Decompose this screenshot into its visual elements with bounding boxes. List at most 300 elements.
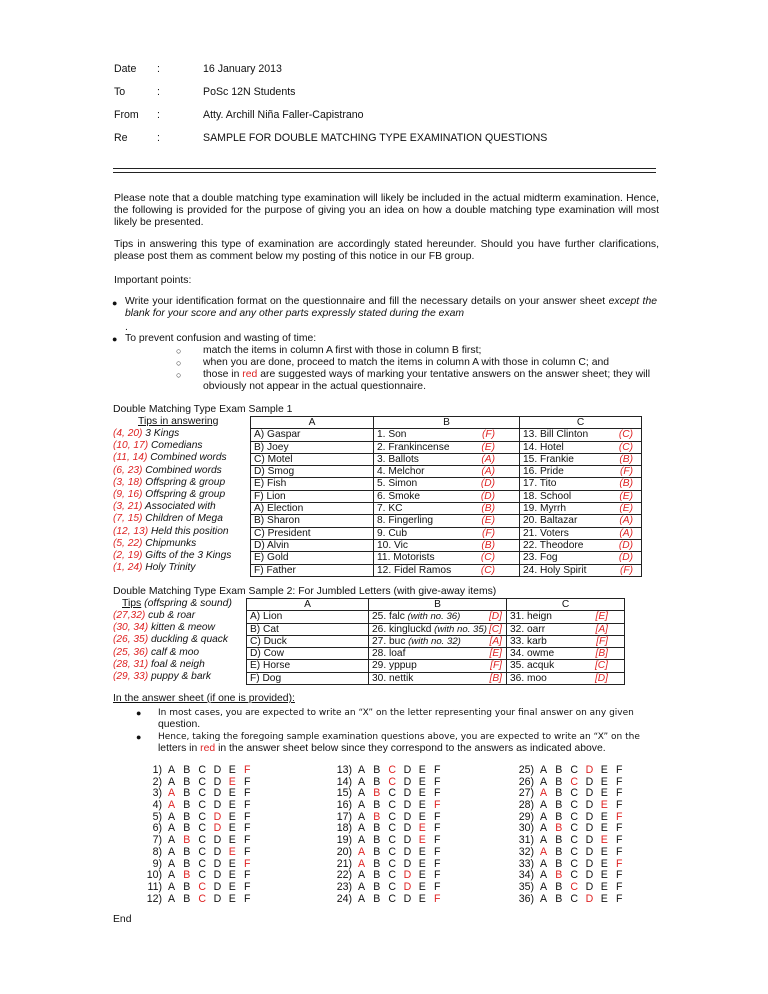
choice-c[interactable]: C (198, 892, 207, 905)
choice-a[interactable]: A (540, 775, 548, 788)
choice-d[interactable]: D (403, 775, 412, 788)
cell-column-b (369, 648, 507, 660)
choice-e[interactable]: E (418, 787, 426, 800)
choice-a[interactable]: A (540, 822, 548, 835)
choice-e[interactable]: E (418, 869, 426, 882)
choice-a[interactable]: A (168, 799, 176, 812)
cell-column-b (369, 635, 507, 647)
choice-b[interactable]: B (373, 810, 381, 823)
choice-e[interactable]: E (228, 799, 236, 812)
cell-column-c (520, 515, 642, 527)
choice-b[interactable]: B (555, 857, 563, 870)
choice-b[interactable]: B (183, 834, 191, 847)
choice-c[interactable]: C (388, 810, 397, 823)
choice-a[interactable]: A (540, 857, 548, 870)
choice-d[interactable]: D (403, 764, 412, 776)
choice-b[interactable]: B (555, 834, 563, 847)
choice-a[interactable]: A (540, 799, 548, 812)
cell-column-c (520, 503, 642, 515)
answer-key: (C) (480, 564, 495, 576)
choice-e[interactable]: E (600, 880, 608, 893)
choice-b[interactable]: B (183, 822, 191, 835)
choice-a[interactable]: A (358, 869, 366, 882)
choice-b[interactable]: B (555, 764, 563, 776)
cell-column-a: B) Joey (251, 441, 374, 453)
choice-c[interactable]: C (570, 869, 579, 882)
question-number: 30) (518, 822, 534, 835)
choice-b[interactable]: B (373, 787, 381, 800)
tip-item-numbers: (4, 20) (113, 428, 143, 439)
choice-b[interactable]: B (555, 892, 563, 905)
choice-f[interactable]: F (434, 775, 441, 788)
sample2-tips-label: Tips (offspring & sound) (122, 598, 232, 609)
choice-d[interactable]: D (403, 857, 412, 870)
choice-e[interactable]: E (600, 799, 608, 812)
choice-d[interactable]: D (585, 810, 594, 823)
choice-a[interactable]: A (540, 869, 548, 882)
choice-d[interactable]: D (585, 822, 594, 835)
answer-key: [A] (489, 635, 502, 647)
choice-d[interactable]: D (213, 892, 222, 905)
item-text: 13. Bill Clinton (523, 429, 589, 441)
answer-key: (A) (619, 515, 633, 527)
choice-b[interactable]: B (555, 822, 563, 835)
choice-d[interactable]: D (585, 834, 594, 847)
choice-a[interactable]: A (358, 880, 366, 893)
choice-e[interactable]: E (418, 822, 426, 835)
choice-d[interactable]: D (213, 857, 222, 870)
choice-b[interactable]: B (183, 810, 191, 823)
choice-c[interactable]: C (388, 845, 397, 858)
tip-item-numbers: (2, 19) (113, 550, 143, 562)
choice-f[interactable]: F (244, 810, 251, 823)
tip-item-text: Chipmunks (142, 537, 197, 549)
choice-d[interactable]: D (213, 880, 222, 893)
tip-item-numbers: (5, 22) (113, 537, 143, 549)
choice-b[interactable]: B (183, 764, 191, 776)
item-text: 1. Son (377, 429, 407, 441)
choice-f[interactable]: F (616, 810, 623, 823)
table-row (251, 453, 642, 465)
choice-b[interactable]: B (183, 869, 191, 882)
choice-b[interactable]: B (555, 775, 563, 788)
choice-f[interactable]: F (616, 799, 623, 812)
choice-b[interactable]: B (373, 869, 381, 882)
item-text: 9. Cub (377, 527, 408, 539)
choice-d[interactable]: D (403, 787, 412, 800)
choice-e[interactable]: E (228, 880, 236, 893)
choice-e[interactable]: E (600, 834, 608, 847)
tip-item-numbers: (9, 16) (113, 489, 143, 501)
choice-b[interactable]: B (373, 799, 381, 812)
question-number: 1) (152, 764, 162, 776)
choice-d[interactable]: D (213, 787, 222, 800)
choice-a[interactable]: A (540, 787, 548, 800)
choice-e[interactable]: E (228, 764, 236, 776)
choice-d[interactable]: D (213, 764, 222, 776)
choice-c[interactable]: C (388, 822, 397, 835)
choice-e[interactable]: E (228, 857, 236, 870)
bullet-icon: ● (112, 298, 118, 308)
choice-e[interactable]: E (228, 845, 236, 858)
choice-c[interactable]: C (570, 857, 579, 870)
choice-b[interactable]: B (183, 845, 191, 858)
cell-column-b (374, 552, 520, 564)
choice-f[interactable]: F (616, 764, 623, 776)
item-text: 17. Tito (523, 478, 557, 490)
answer-key: [F] (490, 660, 502, 672)
instruction-2: Hence, taking the foregoing sample examination questions above, you are expected to write an “X” on the letters in red in the answer sheet below since they correspond to the answers as indicated above. (158, 732, 640, 754)
choice-d[interactable]: D (213, 810, 222, 823)
choice-a[interactable]: A (358, 857, 366, 870)
table-row (251, 503, 642, 515)
choice-b[interactable]: B (373, 764, 381, 776)
choice-b[interactable]: B (555, 845, 563, 858)
choice-d[interactable]: D (213, 822, 222, 835)
choice-c[interactable]: C (198, 857, 207, 870)
choice-d[interactable]: D (403, 892, 412, 905)
choice-a[interactable]: A (358, 787, 366, 800)
table-row (251, 478, 642, 490)
choice-d[interactable]: D (585, 880, 594, 893)
choice-f[interactable]: F (244, 892, 251, 905)
choice-f[interactable]: F (434, 845, 441, 858)
choice-d[interactable]: D (585, 869, 594, 882)
choice-b[interactable]: B (183, 787, 191, 800)
question-number: 23) (336, 880, 352, 893)
choice-e[interactable]: E (228, 834, 236, 847)
choice-c[interactable]: C (198, 822, 207, 835)
bullet-item-1-dot: . (125, 322, 128, 333)
choice-c[interactable]: C (388, 880, 397, 893)
important-label: Important points: (114, 275, 192, 286)
choice-e[interactable]: E (228, 869, 236, 882)
tip-item-text: Offspring & group (142, 476, 226, 488)
tip-item-numbers: (10, 17) (113, 440, 149, 452)
choice-d[interactable]: D (213, 845, 222, 858)
table-row (251, 539, 642, 551)
choice-d[interactable]: D (213, 834, 222, 847)
choice-e[interactable]: E (600, 775, 608, 788)
choice-e[interactable]: E (600, 869, 608, 882)
choice-f[interactable]: F (244, 799, 251, 812)
answer-key: (A) (481, 466, 495, 478)
choice-b[interactable]: B (555, 787, 563, 800)
choice-a[interactable]: A (358, 892, 366, 905)
choice-f[interactable]: F (434, 857, 441, 870)
choice-e[interactable]: E (228, 787, 236, 800)
choice-f[interactable]: F (616, 775, 623, 788)
choice-d[interactable]: D (403, 869, 412, 882)
choice-b[interactable]: B (183, 892, 191, 905)
answer-key: (F) (481, 527, 495, 539)
choice-f[interactable]: F (244, 880, 251, 893)
choice-f[interactable]: F (434, 892, 441, 905)
choice-a[interactable]: A (540, 764, 548, 776)
choice-f[interactable]: F (434, 880, 441, 893)
choice-e[interactable]: E (418, 834, 426, 847)
table-row (251, 515, 642, 527)
choice-c[interactable]: C (570, 810, 579, 823)
choice-c[interactable]: C (198, 787, 207, 800)
choice-f[interactable]: F (434, 810, 441, 823)
circle-bullet-icon: ○ (176, 358, 182, 368)
choice-f[interactable]: F (434, 822, 441, 835)
choice-a[interactable]: A (358, 799, 366, 812)
choice-b[interactable]: B (373, 775, 381, 788)
choice-d[interactable]: D (403, 799, 412, 812)
choice-f[interactable]: F (244, 834, 251, 847)
choice-b[interactable]: B (555, 810, 563, 823)
choice-d[interactable]: D (585, 857, 594, 870)
choice-e[interactable]: E (228, 810, 236, 823)
choice-e[interactable]: E (600, 845, 608, 858)
choice-b[interactable]: B (373, 822, 381, 835)
choice-c[interactable]: C (388, 787, 397, 800)
choice-d[interactable]: D (403, 834, 412, 847)
tip-item-text: duckling & quack (148, 634, 228, 646)
choice-f[interactable]: F (616, 834, 623, 847)
choice-d[interactable]: D (213, 799, 222, 812)
choice-c[interactable]: C (388, 799, 397, 812)
choice-d[interactable]: D (585, 845, 594, 858)
choice-f[interactable]: F (434, 799, 441, 812)
choice-e[interactable]: E (418, 764, 426, 776)
choice-d[interactable]: D (403, 810, 412, 823)
cell-column-b (374, 527, 520, 539)
choice-f[interactable]: F (244, 845, 251, 858)
tip-item (113, 465, 231, 477)
choice-d[interactable]: D (585, 799, 594, 812)
question-number: 12) (146, 892, 162, 905)
choice-f[interactable]: F (244, 869, 251, 882)
item-text: 10. Vic (377, 539, 408, 551)
sample2-tips (113, 610, 228, 683)
choice-a[interactable]: A (168, 892, 176, 905)
tip-item-numbers: (11, 14) (113, 452, 148, 464)
choice-b[interactable]: B (555, 869, 563, 882)
choice-d[interactable]: D (585, 775, 594, 788)
choice-f[interactable]: F (616, 892, 623, 905)
choice-a[interactable]: A (358, 775, 366, 788)
sample1-tips (113, 428, 231, 574)
choice-b[interactable]: B (373, 857, 381, 870)
tip-item (113, 489, 231, 501)
choice-d[interactable]: D (585, 787, 594, 800)
choice-c[interactable]: C (198, 799, 207, 812)
choice-a[interactable]: A (358, 845, 366, 858)
choice-e[interactable]: E (228, 892, 236, 905)
tip-item-text: foal & neigh (148, 658, 205, 670)
choice-f[interactable]: F (434, 787, 441, 800)
column-header-b: B (369, 599, 507, 611)
choice-e[interactable]: E (600, 810, 608, 823)
choice-a[interactable]: A (540, 880, 548, 893)
choice-c[interactable]: C (570, 775, 579, 788)
choice-d[interactable]: D (403, 880, 412, 893)
cell-column-c (520, 453, 642, 465)
choice-b[interactable]: B (373, 845, 381, 858)
choice-a[interactable]: A (540, 834, 548, 847)
choice-e[interactable]: E (228, 775, 236, 788)
tip-item (113, 622, 228, 634)
table-row (247, 635, 625, 647)
choice-a[interactable]: A (168, 834, 176, 847)
item-text: 25. falc (372, 611, 405, 623)
question-number: 24) (336, 892, 352, 905)
question-number: 33) (518, 857, 534, 870)
cell-column-c (520, 552, 642, 564)
choice-a[interactable]: A (540, 845, 548, 858)
choice-a[interactable]: A (168, 857, 176, 870)
choice-c[interactable]: C (570, 764, 579, 776)
choice-b[interactable]: B (183, 880, 191, 893)
choice-a[interactable]: A (540, 810, 548, 823)
cell-column-a: B) Cat (247, 623, 369, 635)
choice-f[interactable]: F (244, 822, 251, 835)
choice-b[interactable]: B (373, 892, 381, 905)
cell-column-b (374, 503, 520, 515)
choice-b[interactable]: B (555, 880, 563, 893)
choice-a[interactable]: A (168, 764, 176, 776)
question-number: 9) (152, 857, 162, 870)
column-header-c: C (507, 599, 625, 611)
choice-c[interactable]: C (570, 822, 579, 835)
cell-column-a: D) Cow (247, 648, 369, 660)
choice-e[interactable]: E (600, 822, 608, 835)
tip-item-text: 3 Kings (142, 428, 180, 439)
choice-a[interactable]: A (168, 810, 176, 823)
choice-e[interactable]: E (418, 845, 426, 858)
choice-d[interactable]: D (403, 822, 412, 835)
choice-e[interactable]: E (418, 775, 426, 788)
choice-c[interactable]: C (388, 764, 397, 776)
choice-c[interactable]: C (388, 834, 397, 847)
choice-d[interactable]: D (213, 869, 222, 882)
choice-d[interactable]: D (585, 892, 594, 905)
choice-a[interactable]: A (358, 822, 366, 835)
choice-b[interactable]: B (183, 857, 191, 870)
choice-c[interactable]: C (198, 764, 207, 776)
choice-f[interactable]: F (616, 822, 623, 835)
choice-c[interactable]: C (198, 869, 207, 882)
choice-b[interactable]: B (183, 799, 191, 812)
choice-c[interactable]: C (388, 857, 397, 870)
choice-c[interactable]: C (570, 787, 579, 800)
choice-b[interactable]: B (373, 880, 381, 893)
choice-e[interactable]: E (600, 787, 608, 800)
choice-e[interactable]: E (418, 857, 426, 870)
cell-column-b (374, 490, 520, 502)
choice-f[interactable]: F (434, 764, 441, 776)
choice-c[interactable]: C (198, 845, 207, 858)
choice-f[interactable]: F (616, 880, 623, 893)
choice-e[interactable]: E (228, 822, 236, 835)
choice-d[interactable]: D (403, 845, 412, 858)
choice-a[interactable]: A (358, 764, 366, 776)
cell-column-c (520, 539, 642, 551)
choice-c[interactable]: C (570, 834, 579, 847)
choice-f[interactable]: F (244, 857, 251, 870)
choice-c[interactable]: C (388, 775, 397, 788)
choice-a[interactable]: A (168, 845, 176, 858)
choice-f[interactable]: F (434, 869, 441, 882)
choice-c[interactable]: C (198, 810, 207, 823)
choice-c[interactable]: C (570, 892, 579, 905)
choice-e[interactable]: E (600, 892, 608, 905)
choice-d[interactable]: D (585, 764, 594, 776)
choice-a[interactable]: A (168, 869, 176, 882)
choice-c[interactable]: C (570, 845, 579, 858)
choice-f[interactable]: F (244, 787, 251, 800)
choice-b[interactable]: B (373, 834, 381, 847)
choice-c[interactable]: C (570, 880, 579, 893)
answer-key: (C) (480, 552, 495, 564)
choice-f[interactable]: F (616, 787, 623, 800)
table-row (247, 623, 625, 635)
choice-e[interactable]: E (418, 880, 426, 893)
choice-a[interactable]: A (168, 880, 176, 893)
choice-d[interactable]: D (213, 775, 222, 788)
tip-item (113, 659, 228, 671)
question-number: 18) (336, 822, 352, 835)
answer-key: [E] (489, 648, 502, 660)
choice-e[interactable]: E (600, 764, 608, 776)
cell-column-a: B) Sharon (251, 515, 374, 527)
choice-b[interactable]: B (555, 799, 563, 812)
item-text: 29. yppup (372, 660, 417, 672)
tip-item (113, 647, 228, 659)
question-number: 16) (336, 799, 352, 812)
choice-f[interactable]: F (434, 834, 441, 847)
choice-c[interactable]: C (388, 892, 397, 905)
cell-column-b (374, 466, 520, 478)
choice-f[interactable]: F (616, 845, 623, 858)
question-number: 22) (336, 869, 352, 882)
tip-item-numbers: (3, 21) (113, 501, 143, 513)
cell-column-b (374, 515, 520, 527)
choice-a[interactable]: A (358, 810, 366, 823)
choice-c[interactable]: C (198, 834, 207, 847)
question-number: 15) (336, 787, 352, 800)
choice-f[interactable]: F (244, 775, 251, 788)
choice-f[interactable]: F (616, 857, 623, 870)
choice-a[interactable]: A (540, 892, 548, 905)
choice-a[interactable]: A (168, 787, 176, 800)
choice-e[interactable]: E (418, 892, 426, 905)
choice-a[interactable]: A (168, 775, 176, 788)
choice-b[interactable]: B (183, 775, 191, 788)
tips-paragraph: Tips in answering this type of examination are accordingly stated hereunder. Should you have further clarifications, please post them as comment below my posting of this notice in our FB group. (114, 239, 659, 262)
tip-item-text: Children of Mega (142, 513, 223, 525)
choice-e[interactable]: E (418, 799, 426, 812)
tip-item-numbers: (30, 34) (113, 622, 149, 634)
choice-c[interactable]: C (198, 775, 207, 788)
choice-f[interactable]: F (244, 764, 251, 776)
item-text: 31. heign (510, 611, 552, 623)
bullet-icon: ● (136, 732, 142, 742)
choice-c[interactable]: C (388, 869, 397, 882)
tip-item-numbers: (6, 23) (113, 464, 143, 476)
choice-a[interactable]: A (358, 834, 366, 847)
item-text: 30. nettik (372, 672, 414, 684)
choice-c[interactable]: C (570, 799, 579, 812)
choice-c[interactable]: C (198, 880, 207, 893)
choice-a[interactable]: A (168, 822, 176, 835)
choice-f[interactable]: F (616, 869, 623, 882)
choice-e[interactable]: E (600, 857, 608, 870)
choice-e[interactable]: E (418, 810, 426, 823)
